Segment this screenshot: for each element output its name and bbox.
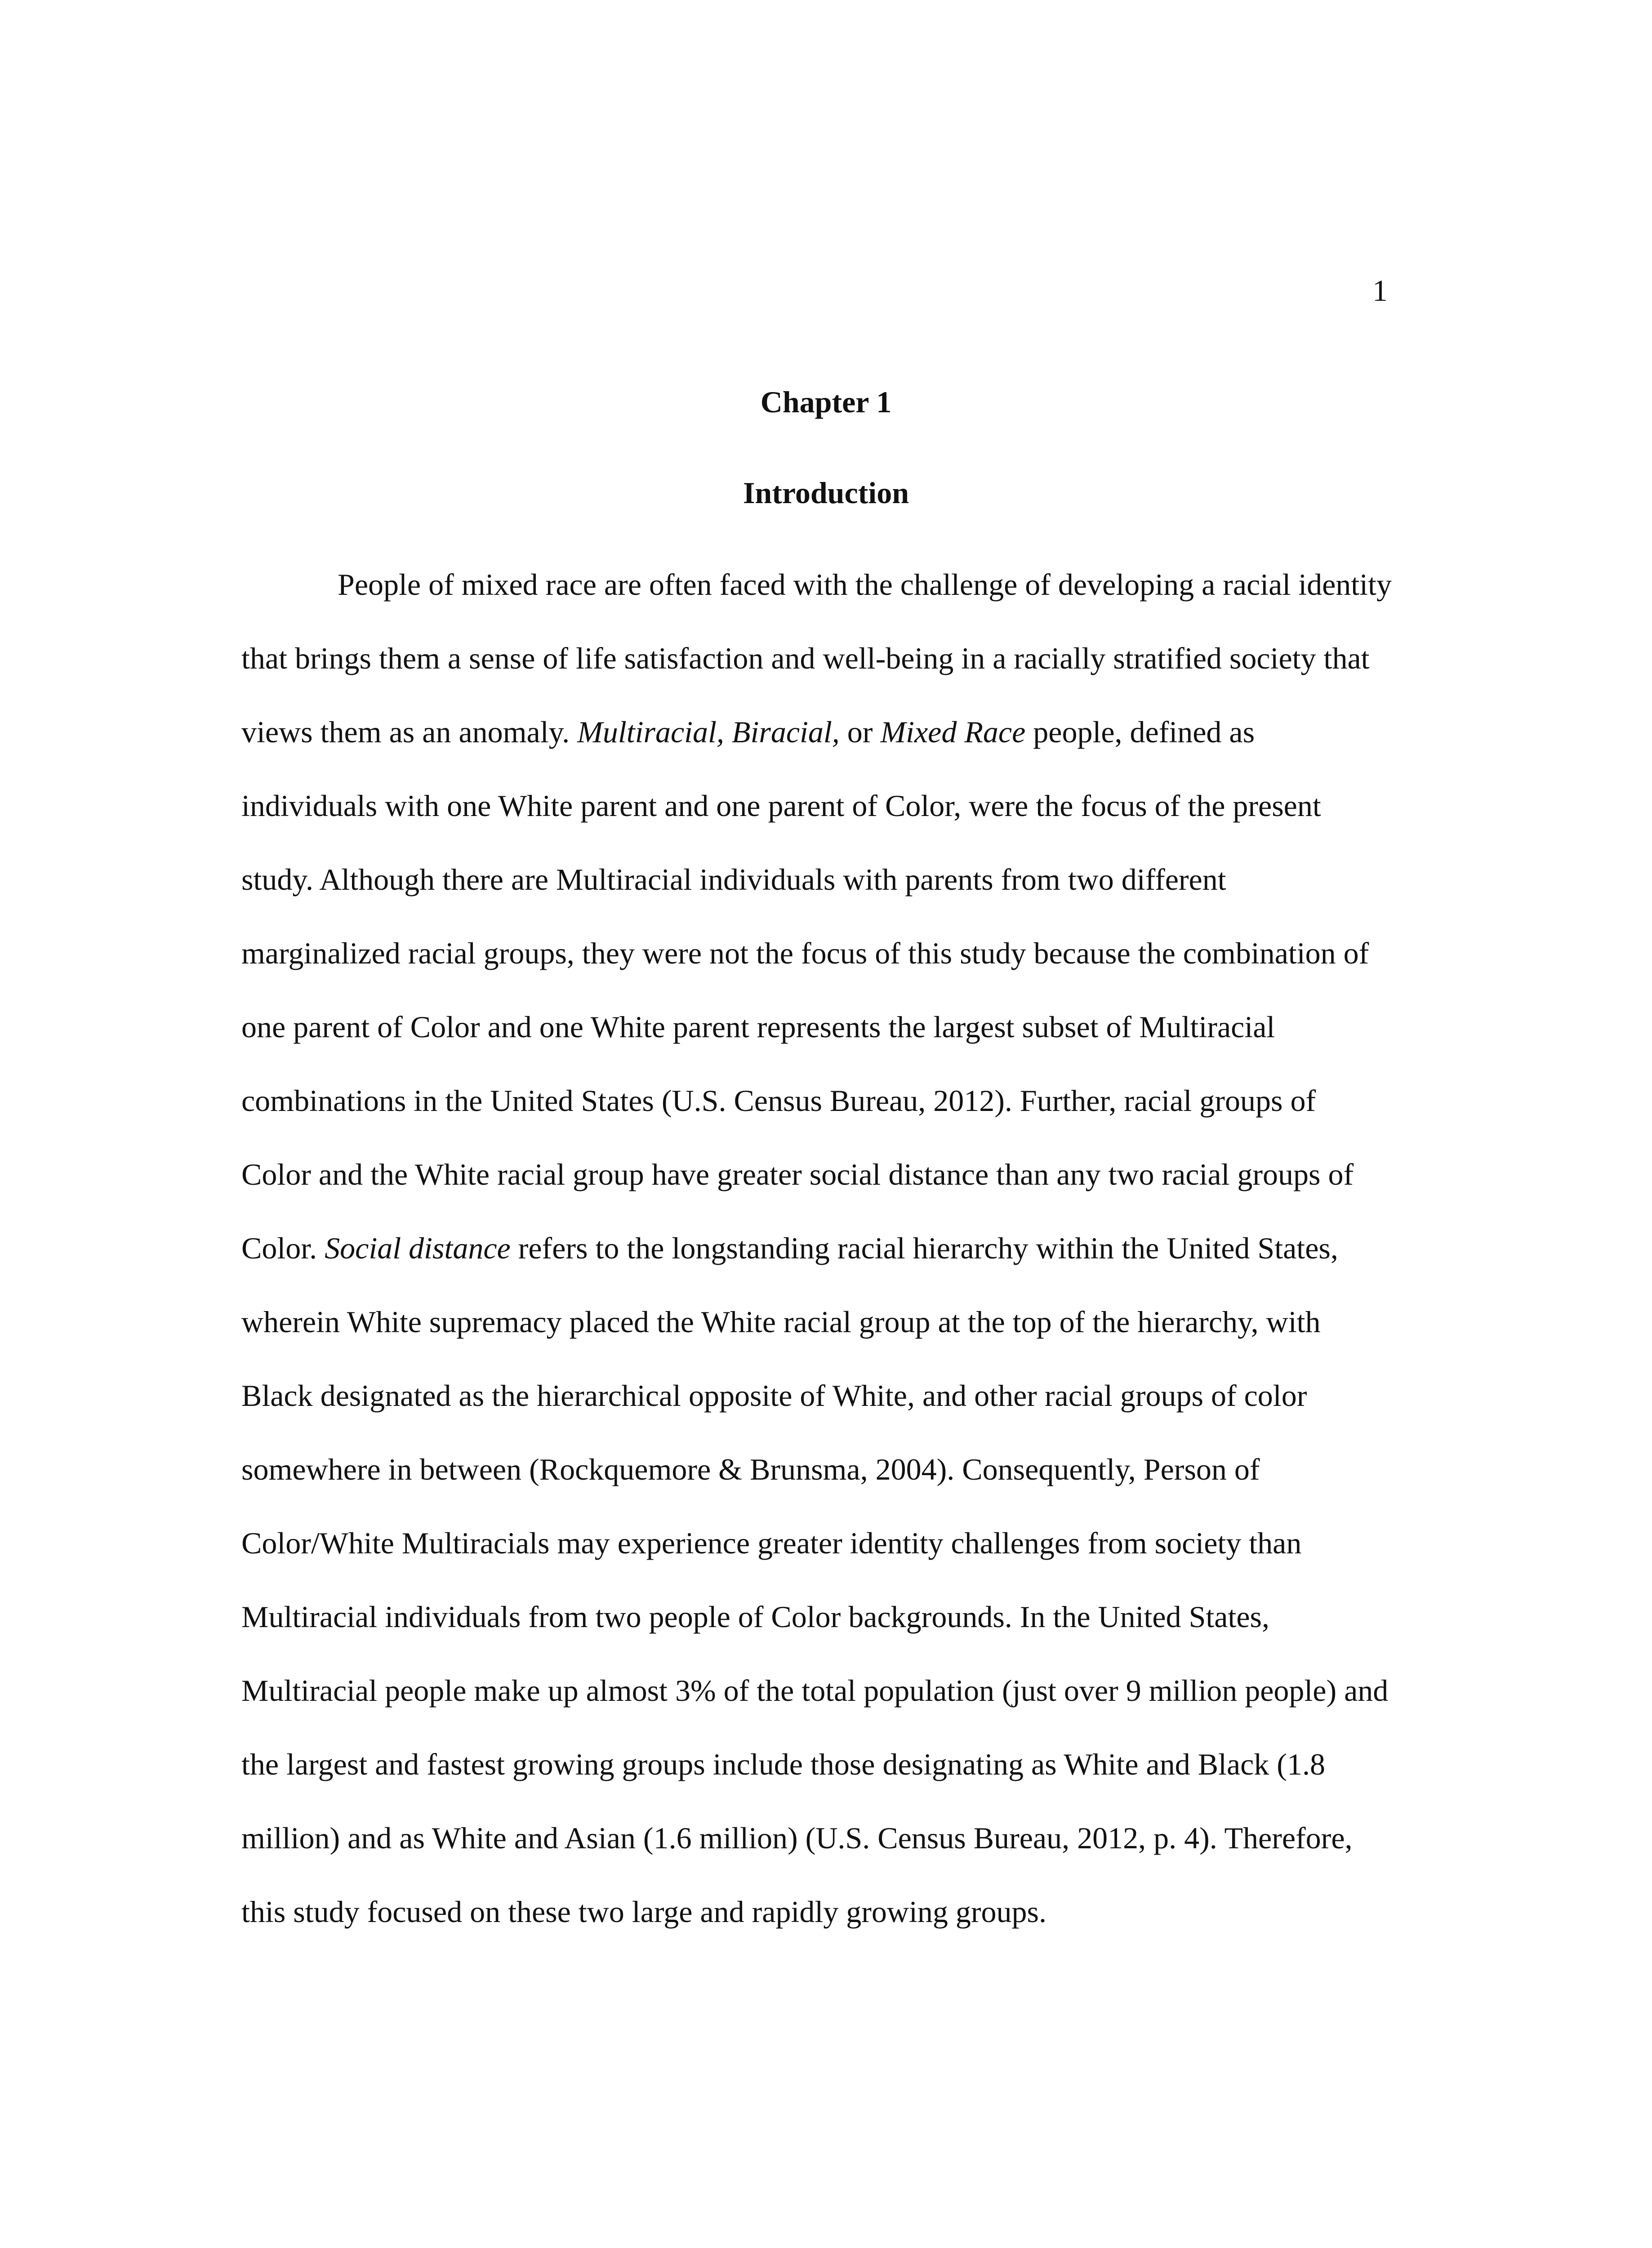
italic-term-mixed-race: Mixed Race [880,715,1026,749]
italic-term-multiracial-biracial: Multiracial, Biracial, [577,715,840,749]
page-number: 1 [1372,273,1388,308]
chapter-label: Chapter 1 [760,385,892,419]
paragraph-text-segment: people, defined as individuals with one White parent and one parent of Color, were the focus of the present study. Although there are Multiracial individuals with parents from two different marginalized racial groups, they were not the focus of this study because the combination of one parent of Color and one White parent represents the largest subset of Multiracial combinations in the United States (U.S. Census Bureau, 2012). Further, racial groups of Color and the White racial group have greater social distance than any two racial groups of Color. [241,715,1369,1265]
chapter-title: Introduction [743,476,909,510]
italic-term-social-distance: Social distance [325,1231,511,1265]
introduction-paragraph [241,548,1392,1949]
paragraph-text-segment: refers to the longstanding racial hierarchy within the United States, wherein White supremacy placed the White racial group at the top of the hierarchy, with Black designated as the hierarchical opposite of White, and other racial groups of color somewhere in between (Rockquemore & Brunsma, 2004). Consequently, Person of Color/White Multiracials may experience greater identity challenges from society than Multiracial individuals from two people of Color backgrounds. In the United States, Multiracial people make up almost 3% of the total population (just over 9 million people) and the largest and fastest growing groups include those designating as White and Black (1.8 million) and as White and Asian (1.6 million) (U.S. Census Bureau, 2012, p. 4). Therefore, this study focused on these two large and rapidly growing groups. [241,1231,1389,1929]
paragraph-text-segment: People of mixed race are often faced with the challenge of developing a racial identity that brings them a sense of life satisfaction and well-being in a racially stratified society that views them as an anomaly. [241,567,1392,749]
paragraph-text-segment: or [839,715,881,749]
